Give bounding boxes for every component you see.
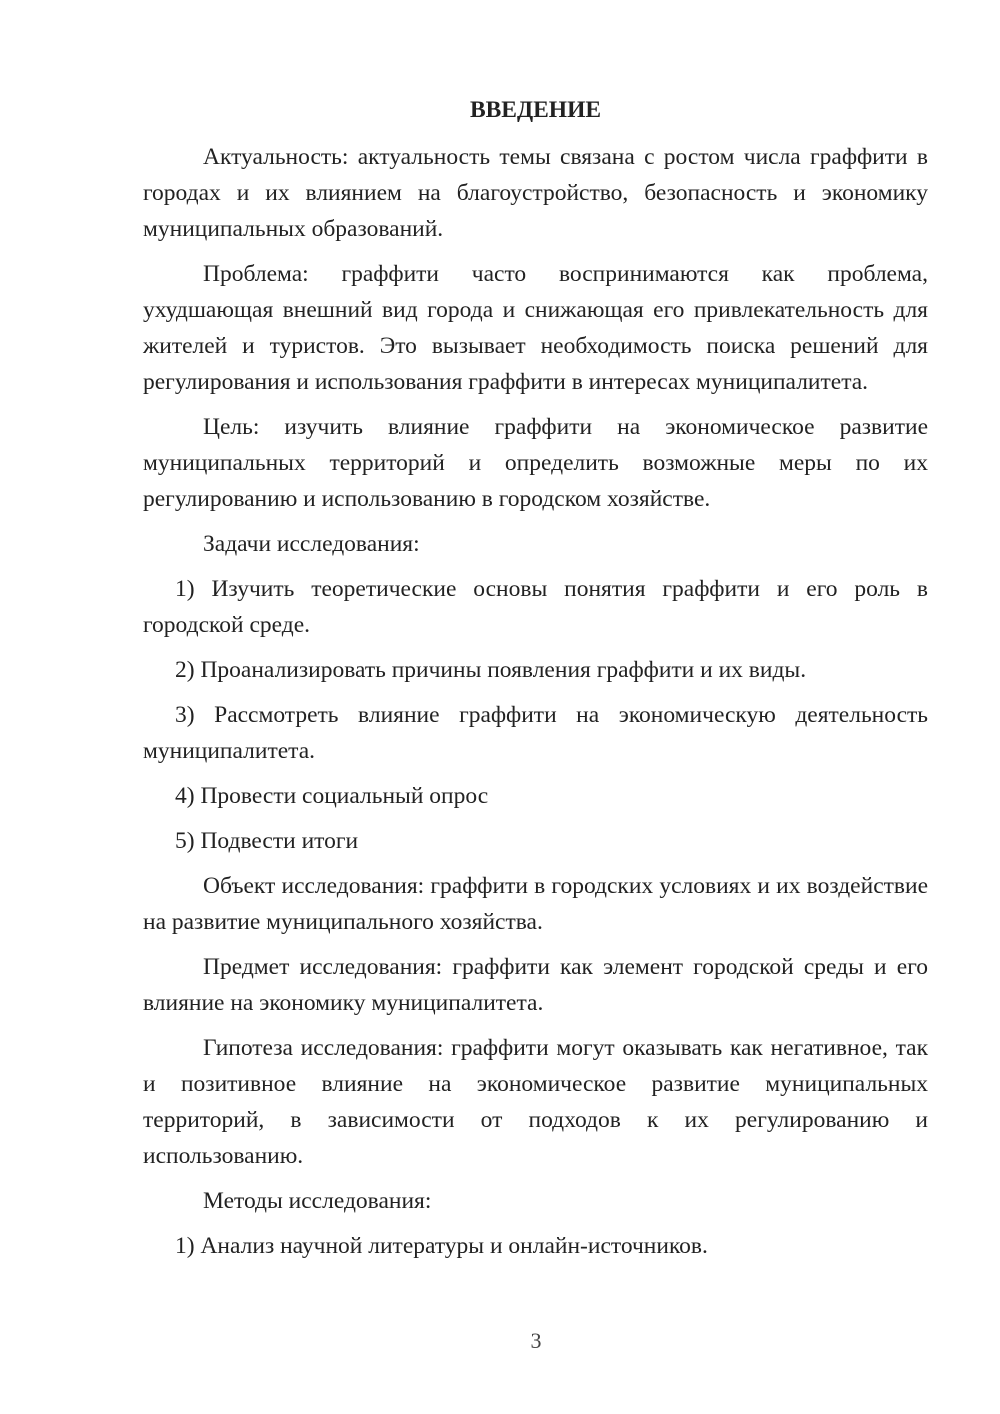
- document-body: [143, 92, 928, 1273]
- section-title: ВВЕДЕНИЕ: [469, 97, 602, 123]
- paragraph-subject: Предмет исследования: граффити как элемент городской среды и его влияние на экономику муниципалитета.: [143, 954, 928, 1016]
- paragraph-methods-heading: Методы исследования:: [203, 1188, 432, 1214]
- task-item: 3) Рассмотреть влияние граффити на экономическую деятельность муниципалитета.: [143, 702, 928, 764]
- task-item: 1) Изучить теоретические основы понятия граффити и его роль в городской среде.: [143, 576, 928, 638]
- paragraph-tasks-heading: Задачи исследования:: [203, 531, 420, 557]
- task-item: 5) Подвести итоги: [175, 828, 359, 854]
- method-item: 1) Анализ научной литературы и онлайн-источников.: [175, 1233, 708, 1259]
- paragraph-problem: Проблема: граффити часто воспринимаются как проблема, ухудшающая внешний вид города и снижающая его привлекательность для жителей и туристов. Это вызывает необходимость поиска решений для регулирования и использования граффити в интересах муниципалитета.: [143, 261, 928, 395]
- paragraph-relevance: Актуальность: актуальность темы связана с ростом числа граффити в городах и их влиянием на благоустройство, безопасность и экономику муниципальных образований.: [143, 144, 928, 242]
- task-item: 2) Проанализировать причины появления граффити и их виды.: [175, 657, 807, 683]
- task-item: 4) Провести социальный опрос: [175, 783, 489, 809]
- paragraph-object: Объект исследования: граффити в городских условиях и их воздействие на развитие муниципального хозяйства.: [143, 873, 928, 935]
- page-number: 3: [530, 1328, 542, 1353]
- paragraph-goal: Цель: изучить влияние граффити на экономическое развитие муниципальных территорий и определить возможные меры по их регулированию и использованию в городском хозяйстве.: [143, 414, 928, 512]
- paragraph-hypothesis: Гипотеза исследования: граффити могут оказывать как негативное, так и позитивное влияние на экономическое развитие муниципальных территорий, в зависимости от подходов к их регулированию и использованию.: [143, 1035, 928, 1169]
